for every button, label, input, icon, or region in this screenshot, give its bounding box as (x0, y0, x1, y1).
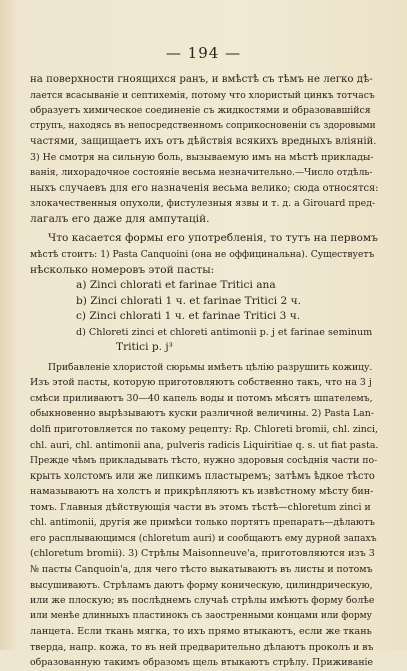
text-line: № пасты Canquoin'а, для чего тѣсто выкатываютъ въ листы и потомъ (30, 563, 373, 575)
recipe-item-c: c) Zinci chlorati 1 ч. et farinae Tritici 3 ч. (76, 310, 301, 323)
text-line: на поверхности гноящихся ранъ, и вмѣстѣ съ тѣмъ не легко дѣ- (30, 74, 373, 85)
text-line: или менѣе длинныхъ пластинокъ съ заостренными концами или форму (30, 610, 372, 621)
text-line: томъ. Главныя дѣйствующія части въ этомъ тѣстѣ—chloretum zinci и (30, 501, 371, 513)
recipe-item-a: a) Zinci chlorati et farinae Tritici ana (76, 279, 276, 292)
text-line: его расплывающимся (chloretum auri) и сообщаютъ ему дурной запахъ (30, 532, 377, 544)
text-line: chl. antimonii, другія же примѣси только портятъ препаратъ—дѣлаютъ (30, 517, 375, 529)
text-line: Изъ этой пасты, которую приготовляютъ собственно такъ, что на 3 j (30, 377, 372, 389)
paragraph-start-line: Что касается формы его употребленія, то тутъ на первомъ (48, 232, 378, 245)
page-number: — 194 — (165, 44, 242, 62)
text-line: лагалъ его даже для ампутацій. (30, 212, 210, 225)
text-line: тверда, напр. кожа, то въ ней предварительно дѣлаютъ проколъ и въ (30, 641, 374, 653)
text-line: dolfi приготовляется по такому рецепту: Rp. Chloreti bromii, chl. zinci, (30, 424, 378, 436)
text-line: образуетъ химическое соединеніе съ жидкостями и образовавшійся (30, 105, 371, 117)
text-line: струпъ, находясь въ непосредственномъ соприкосновеніи съ здоровыми (30, 120, 376, 131)
text-line: ныхъ случаевъ для его назначенія весьма велико; сюда относятся: (30, 182, 378, 194)
text-line: лается всасываніе и септихемія, потому что хлористый цинкъ тотчасъ (30, 89, 375, 101)
recipe-item-b: b) Zinci chlorati 1 ч. et farinae Tritici 2 ч. (76, 294, 301, 307)
text-line: злокачественныя опухоли, фистулезныя язвы и т. д. а Girouard пред- (30, 198, 376, 210)
text-line: ванія, лихорадочное состояніе весьма незначительно.—Число отдѣль- (30, 167, 373, 179)
text-line: высушиваютъ. Стрѣламъ даютъ форму коническую, цилиндрическую, (30, 579, 373, 591)
text-line: намазываютъ на холстъ и прикрѣпляютъ къ извѣстному мѣсту бин- (30, 486, 374, 498)
recipe-item-d: d) Chloreti zinci et chloreti antimonii p. j et farinae seminum (76, 326, 373, 338)
text-line: обыкновенно вырѣзываютъ куски различной величины. 2) Pasta Lan- (30, 408, 374, 420)
paragraph-start-line: Прибавленіе хлористой сюрьмы имѣетъ цѣлію разрушить кожицу. (48, 361, 373, 373)
text-line: частями, защищаетъ ихъ отъ дѣйствія всякихъ вредныхъ вліяній. (30, 136, 377, 148)
text-line: образованную такимъ образомъ щель втыкаютъ стрѣлу. Приживаніе (30, 657, 374, 669)
text-line: chl. auri, chl. antimonii ana, pulveris radicis Liquiritiae q. s. ut fiat pasta. (30, 439, 378, 451)
text-line: Прежде чѣмъ прикладывать тѣсто, нужно здоровыя сосѣднія части по- (30, 455, 378, 467)
text-line: (chloretum bromii). 3) Стрѣлы Maisonneuve'а, приготовляются изъ 3 (30, 548, 375, 560)
recipe-item-d-continuation: Tritici p. j³ (116, 341, 173, 354)
text-line: или же плоскую; въ послѣднемъ случаѣ стрѣлы имѣютъ форму болѣе (30, 595, 375, 607)
text-line: ланцета. Если ткань мягка, то ихъ прямо втыкаютъ, если же ткань (30, 626, 372, 638)
body-text (30, 72, 378, 671)
text-line: 3) Не смотря на сильную боль, вызываемую имъ на мѣстѣ приклады- (30, 151, 374, 163)
text-line: крыть холстомъ или же липкимъ пластыремъ; затѣмъ ѣдкое тѣсто (30, 470, 375, 482)
text-line: смѣси приливаютъ 30—40 капель воды и потомъ мѣсятъ шпателемъ, (30, 392, 373, 404)
text-line: мѣстѣ стоитъ: 1) Pasta Canquoini (она не оффицинальна). Существуетъ (30, 249, 375, 261)
text-line: нѣсколько номеровъ этой пасты: (30, 263, 215, 276)
